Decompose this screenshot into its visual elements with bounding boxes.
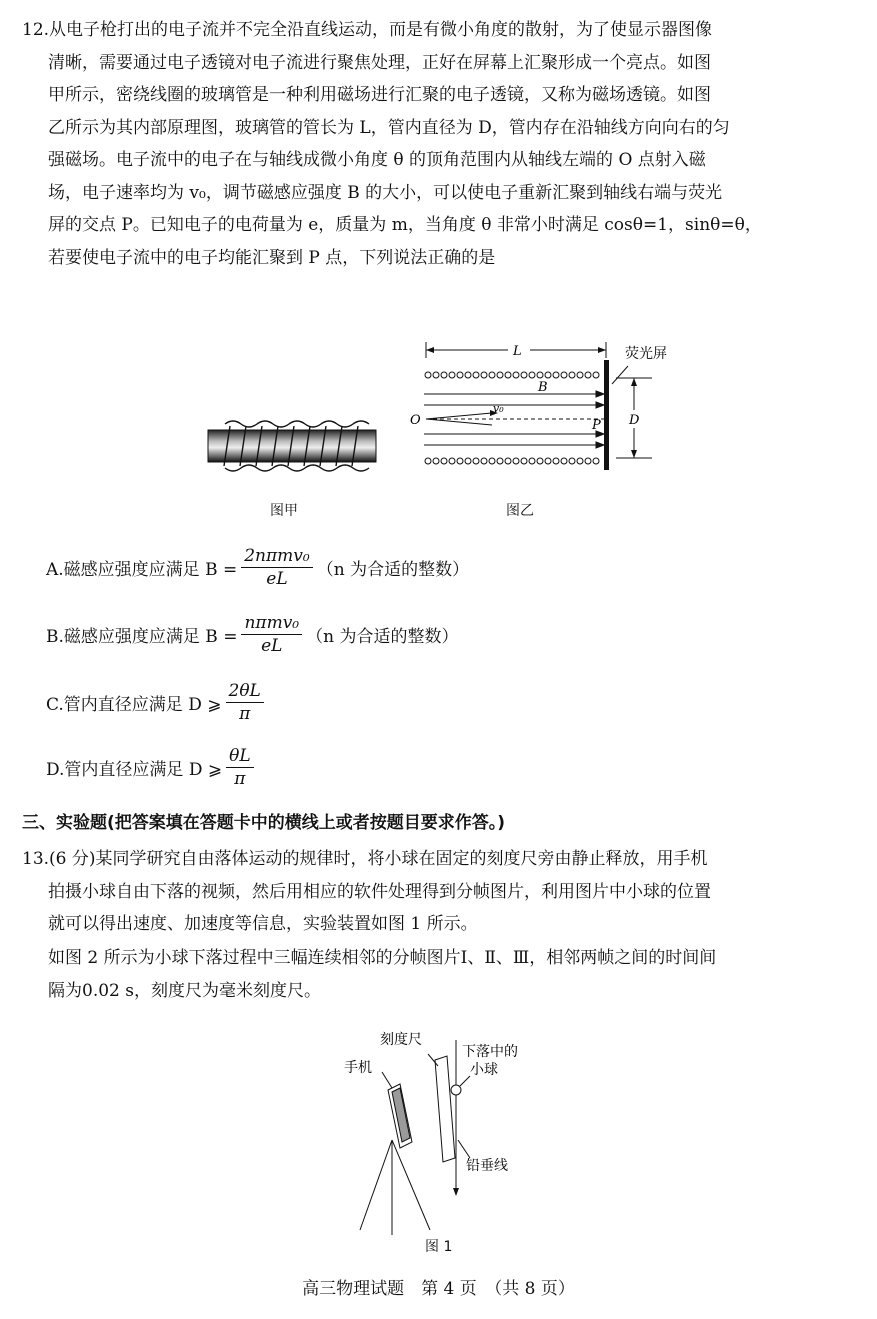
option-d-prefix: D.管内直径应满足 D ⩾ bbox=[46, 760, 223, 780]
option-a-numerator: 2nπmv₀ bbox=[241, 545, 312, 568]
label-P: P bbox=[592, 418, 601, 433]
section-title: 三、实验题(把答案填在答题卡中的横线上或者按题目要求作答。) bbox=[22, 813, 506, 833]
option-c-denominator: π bbox=[239, 704, 251, 724]
question-12-text bbox=[22, 14, 860, 274]
figure-yi-diagram bbox=[400, 330, 690, 480]
figure-jia-caption: 图甲 bbox=[270, 503, 298, 519]
option-d-numerator: θL bbox=[226, 745, 254, 768]
q13-line: 13.(6 分)某同学研究自由落体运动的规律时，将小球在固定的刻度尺旁由静止释放，用手机 bbox=[22, 849, 708, 869]
option-a-suffix: （n 为合适的整数） bbox=[316, 560, 470, 580]
option-b-numerator: nπmv₀ bbox=[241, 612, 302, 635]
option-a-denominator: eL bbox=[266, 569, 288, 589]
figure-1-apparatus bbox=[330, 1030, 550, 1235]
question-13-text bbox=[22, 843, 860, 941]
label-phone: 手机 bbox=[344, 1060, 372, 1076]
q12-line: 若要使电子流中的电子均能汇聚到 P 点，下列说法正确的是 bbox=[48, 247, 496, 268]
question-13-text-2 bbox=[22, 942, 860, 1007]
q12-line: 甲所示，密绕线圈的玻璃管是一种利用磁场进行汇聚的电子透镜，又称为磁场透镜。如图 bbox=[48, 85, 711, 105]
option-c-fraction bbox=[226, 680, 264, 725]
bottom-coil-row bbox=[425, 458, 599, 464]
option-a-prefix: A.磁感应强度应满足 B = bbox=[46, 560, 238, 580]
q12-line: 屏的交点 P。已知电子的电荷量为 e，质量为 m，当角度 θ 非常小时满足 cosθ=1，sinθ=θ， bbox=[48, 215, 762, 235]
option-a-fraction bbox=[241, 545, 312, 590]
option-b-fraction bbox=[241, 612, 302, 657]
label-ball-2: 小球 bbox=[470, 1062, 498, 1078]
label-L: L bbox=[513, 344, 522, 359]
option-d-denominator: π bbox=[234, 769, 246, 789]
option-a bbox=[46, 545, 469, 590]
q12-line: 场，电子速率均为 v₀，调节磁感应强度 B 的大小，可以使电子重新汇聚到轴线右端与荧光 bbox=[48, 182, 723, 203]
option-c-prefix: C.管内直径应满足 D ⩾ bbox=[46, 695, 222, 715]
q12-line: 清晰，需要通过电子透镜对电子流进行聚焦处理，正好在屏幕上汇聚形成一个亮点。如图 bbox=[48, 52, 711, 73]
option-d-fraction bbox=[226, 745, 254, 790]
q13-line: 隔为0.02 s，刻度尺为毫米刻度尺。 bbox=[48, 980, 321, 1001]
label-plumb: 铅垂线 bbox=[466, 1158, 508, 1174]
q12-line: 12.从电子枪打出的电子流并不完全沿直线运动，而是有微小角度的散射，为了使显示器图像 bbox=[22, 20, 713, 40]
q13-line: 拍摄小球自由下落的视频，然后用相应的软件处理得到分帧图片，利用图片中小球的位置 bbox=[48, 881, 711, 902]
top-coil-row bbox=[425, 372, 599, 378]
label-O: O bbox=[410, 413, 421, 428]
option-c bbox=[46, 680, 268, 725]
option-c-numerator: 2θL bbox=[226, 680, 264, 703]
label-v0: v₀ bbox=[493, 402, 504, 415]
option-b-prefix: B.磁感应强度应满足 B = bbox=[46, 627, 238, 647]
figure-jia-coil-tube bbox=[200, 412, 385, 482]
option-b bbox=[46, 612, 458, 657]
option-b-suffix: （n 为合适的整数） bbox=[306, 627, 459, 647]
label-D: D bbox=[629, 413, 640, 428]
fluorescent-screen bbox=[604, 360, 609, 470]
option-d bbox=[46, 745, 258, 790]
option-b-denominator: eL bbox=[261, 636, 283, 656]
q13-line: 如图 2 所示为小球下落过程中三幅连续相邻的分帧图片Ⅰ、Ⅱ、Ⅲ，相邻两帧之间的时间间 bbox=[48, 948, 717, 968]
figure-yi-caption: 图乙 bbox=[506, 503, 534, 519]
q12-line: 强磁场。电子流中的电子在与轴线成微小角度 θ 的顶角范围内从轴线左端的 O 点射入磁 bbox=[48, 150, 706, 170]
figure-1-caption: 图 1 bbox=[425, 1239, 453, 1255]
label-ruler: 刻度尺 bbox=[380, 1032, 422, 1048]
page-footer: 高三物理试题 第 4 页 （共 8 页） bbox=[302, 1279, 575, 1299]
label-B: B bbox=[538, 380, 548, 395]
label-screen: 荧光屏 bbox=[625, 346, 667, 362]
q13-line: 就可以得出速度、加速度等信息，实验装置如图 1 所示。 bbox=[48, 914, 478, 934]
label-ball: 下落中的 bbox=[462, 1044, 518, 1060]
q12-line: 乙所示为其内部原理图，玻璃管的管长为 L，管内直径为 D，管内存在沿轴线方向向右的匀 bbox=[48, 117, 730, 138]
